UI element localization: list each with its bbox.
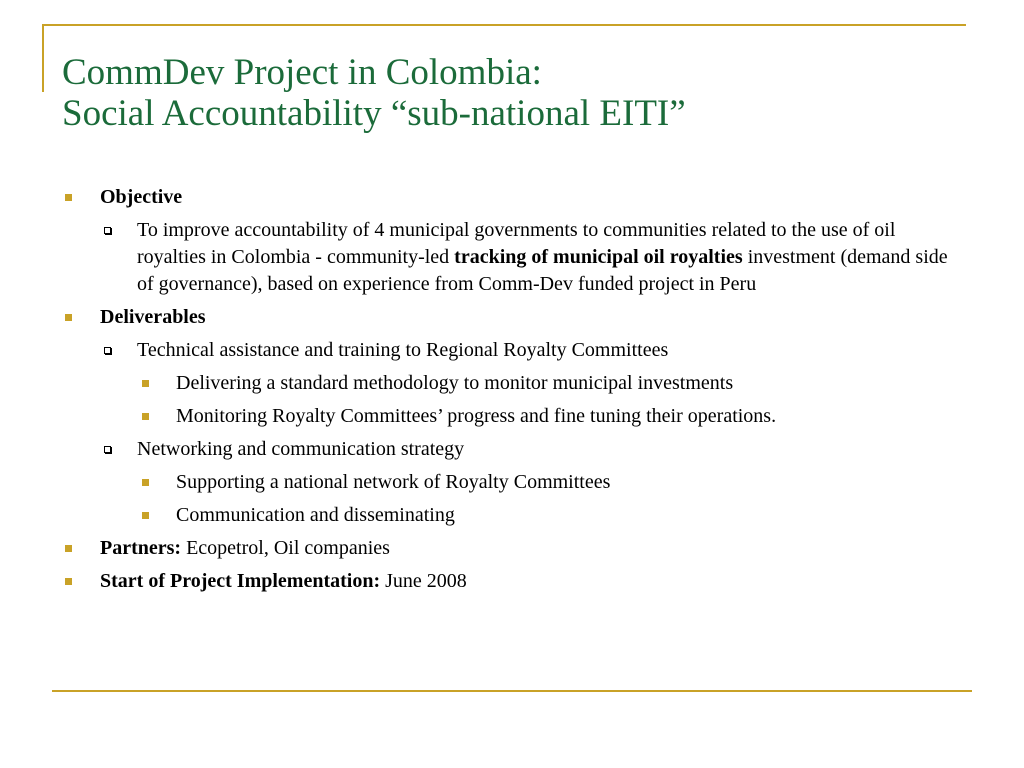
frame-accent-bottom: [52, 690, 972, 692]
square-bullet-icon: [142, 413, 149, 420]
square-bullet-icon: [65, 578, 72, 585]
title-line-2: Social Accountability “sub-national EITI”: [62, 93, 686, 134]
bullet-deliverables: [62, 304, 962, 331]
deliverable-subitem-label: Supporting a national network of Royalty Committees: [176, 471, 611, 493]
deliverable-item-label: Technical assistance and training to Regional Royalty Committees: [137, 339, 669, 361]
partners-value: Ecopetrol, Oil companies: [181, 537, 390, 559]
frame-accent-vertical: [42, 24, 44, 92]
deliverable-subitem-label: Delivering a standard methodology to monitor municipal investments: [176, 372, 734, 394]
deliverable-subitem-label: Communication and disseminating: [176, 504, 455, 526]
square-bullet-icon: [142, 380, 149, 387]
bullet-objective: [62, 184, 962, 211]
bullet-partners: [62, 535, 962, 562]
partners-label: Partners:: [100, 537, 182, 559]
deliverable-subitem: [62, 403, 962, 430]
square-bullet-icon: [142, 512, 149, 519]
start-date-value: June 2008: [380, 570, 467, 592]
objective-text-bold: tracking of municipal oil royalties: [454, 246, 743, 268]
frame-accent-top: [42, 24, 966, 26]
square-bullet-icon: [65, 194, 72, 201]
objective-text: [62, 217, 962, 298]
hollow-square-bullet-icon: [104, 227, 111, 234]
hollow-square-bullet-icon: [104, 446, 111, 453]
deliverable-item: [62, 337, 962, 364]
start-date-label: Start of Project Implementation:: [100, 570, 381, 592]
objective-heading: Objective: [100, 186, 183, 208]
bullet-start-date: [62, 568, 962, 595]
square-bullet-icon: [142, 479, 149, 486]
deliverable-subitem: [62, 370, 962, 397]
title-line-1: CommDev Project in Colombia:: [62, 52, 542, 93]
deliverable-item: [62, 436, 962, 463]
slide-title: [62, 52, 962, 134]
deliverable-subitem: [62, 469, 962, 496]
deliverable-item-label: Networking and communication strategy: [137, 438, 465, 460]
square-bullet-icon: [65, 314, 72, 321]
objective-text-end: investment (demand side of governance), based on experience from Comm-Dev funded project in Peru: [137, 246, 948, 295]
objective-text-start: To improve accountability of 4 municipal governments to communities related to the use of oil royalties in Colombia - community-led: [137, 219, 896, 268]
deliverables-heading: Deliverables: [100, 306, 206, 328]
deliverable-subitem: [62, 502, 962, 529]
square-bullet-icon: [65, 545, 72, 552]
deliverable-subitem-label: Monitoring Royalty Committees’ progress and fine tuning their operations.: [176, 405, 777, 427]
hollow-square-bullet-icon: [104, 347, 111, 354]
slide-body: [62, 184, 962, 601]
